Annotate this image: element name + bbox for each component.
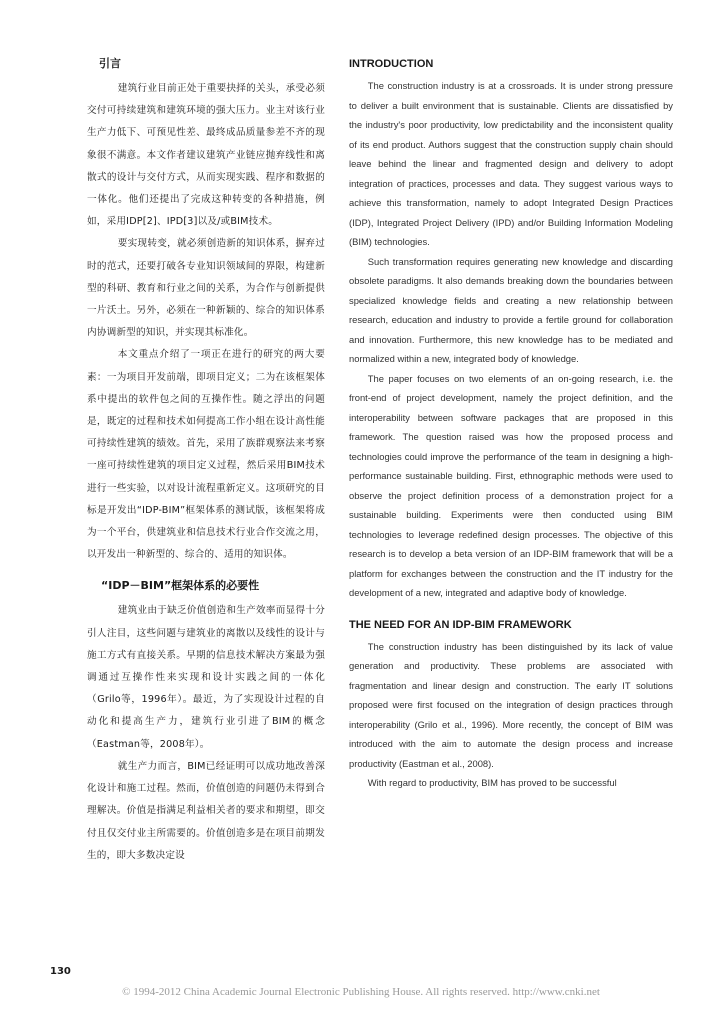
- intro-paragraph-cn: 要实现转变，就必须创造新的知识体系，摒弃过时的范式，还要打破各专业知识领域间的界限，构建新型的科研、教育和行业之间的关系，为合作与创新提供一片沃土。另外，必须在一种新颖的、综合的知识体系内协调新型的知识，并实现其标准化。: [87, 238, 325, 339]
- intro-paragraph-en: The paper focuses on two elements of an on-going research, i.e. the front-end of project development, namely the project definition, and the interoperability between software packages that are proposed in this framework. The question raised was how the proposed process and technologies could improve the performance of the team in designing a high-performance sustainable building. First, ethnographic methods were used to observe the project definition process of a demonstration project for a sustainable building. Experiments were then conducted using BIM technologies to leverage redefined design processes. The objective of this research is to develop a beta version of an IDP-BIM framework that will be a platform for exchanges between the construction and the IT industry for the development of a new, integrated and adaptive body of knowledge.: [349, 372, 673, 598]
- intro-heading-en: INTRODUCTION: [349, 58, 434, 70]
- intro-paragraph-cn: 本文重点介绍了一项正在进行的研究的两大要素：一为项目开发前端，即项目定义；二为在该框架体系中提出的软件包之间的互操作性。随之浮出的问题是，既定的过程和技术如何提高工作小组在设计高性能可持续性建筑的绩效。首先，采用了族群观察法来考察一座可持续性建筑的项目定义过程，然后采用BIM技术进行一些实验，以对设计流程重新定义。这项研究的目标是开发出“IDP-BIM”框架体系的测试版，该框架将成为一个平台，供建筑业和信息技术行业合作交流之用，以开发出一种新型的、综合的、适用的知识体。: [87, 349, 325, 561]
- page-number: 130: [50, 966, 71, 977]
- chinese-column: [87, 56, 325, 867]
- need-paragraph-cn: 就生产力而言，BIM已经证明可以成功地改善深化设计和施工过程。然而，价值创造的问题仍未得到合理解决。价值是指满足利益相关者的要求和期望，即交付且仅交付业主所需要的。价值创造多是在项目前期发生的，即大多数决定设: [87, 760, 325, 861]
- need-paragraph-en: With regard to productivity, BIM has proved to be successful: [367, 777, 617, 788]
- intro-paragraph-en: Such transformation requires generating new knowledge and discarding obsolete paradigms. It also demands breaking down the boundaries between specialized knowledge fields and creating a new relationship between research, education and industry to provide a fertile ground for collaboration and innovation. Furthermore, this new knowledge has to be mediated and normalized within a new, integrated body of knowledge.: [349, 255, 673, 364]
- need-heading-cn: “IDP－BIM”框架体系的必要性: [101, 579, 260, 593]
- need-paragraph-cn: 建筑业由于缺乏价值创造和生产效率而显得十分引人注目，这些问题与建筑业的离散以及线性的设计与施工方式有直接关系。早期的信息技术解决方案最为强调通过互操作性来实现和设计实践之间的一体化（Grilo等，1996年）。最近，为了实现设计过程的自动化和提高生产力，建筑行业引进了BIM的概念（Eastman等，2008年）。: [87, 605, 325, 750]
- intro-paragraph-en: The construction industry is at a crossroads. It is under strong pressure to deliver a built environment that is sustainable. Clients are dissatisfied by the industry's poor productivity, low predictability and the inconsistent quality of its end product. Authors suggest that the construction supply chain should leave behind the linear and fragmented design and delivery to adopt integration of practices, processes and data. They suggest various ways to achieve this transformation, namely to adopt Integrated Design Practices (IDP), Integrated Project Delivery (IPD) and/or Building Information Modeling (BIM) technologies.: [349, 80, 673, 247]
- need-paragraph-en: The construction industry has been distinguished by its lack of value generation and productivity. These problems are associated with fragmentation and linear design and construction. The early IT solutions proposed were first focused on the integration of design practices through interoperability (Grilo et al., 1996). More recently, the concept of BIM was introduced with the aim to automate the design process and increase productivity (Eastman et al., 2008).: [349, 640, 673, 769]
- copyright-footer: © 1994-2012 China Academic Journal Electronic Publishing House. All rights reserved. http://www.cnki.net: [122, 986, 600, 998]
- english-column: [349, 56, 673, 793]
- intro-heading-cn: 引言: [99, 57, 121, 70]
- need-heading-en: THE NEED FOR AN IDP-BIM FRAMEWORK: [349, 618, 572, 631]
- intro-paragraph-cn: 建筑行业目前正处于重要抉择的关头，承受必须交付可持续建筑和建筑环境的强大压力。业主对该行业生产力低下、可预见性差、最终成品质量参差不齐的现象很不满意。本文作者建议建筑产业链应抛弃线性和离散式的设计与交付方式，从而实现实践、程序和数据的一体化。他们还提出了完成这种转变的各种措施，例如，采用IDP[2]、IPD[3]以及/或BIM技术。: [87, 83, 325, 228]
